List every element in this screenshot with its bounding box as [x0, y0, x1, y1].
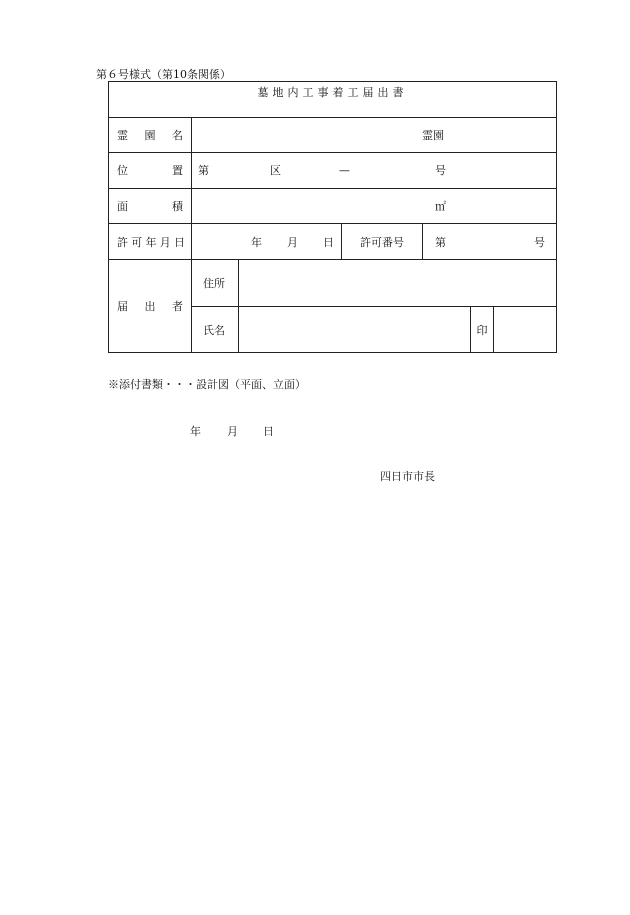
date-year: 年: [190, 425, 201, 438]
date-day: 日: [263, 425, 274, 438]
seal-label: 印: [476, 324, 488, 337]
label-char: 出: [144, 300, 156, 313]
location-number: 号: [435, 164, 446, 177]
applicant-address-field[interactable]: [239, 260, 556, 306]
label-char: 可: [131, 236, 143, 249]
row-divider-cemetery: [109, 152, 556, 153]
area-label: [117, 201, 183, 212]
addressee: 四日市市長: [380, 470, 435, 483]
label-char: 置: [172, 164, 183, 177]
date-month: 月: [227, 425, 238, 438]
row-divider-area: [109, 223, 556, 224]
location-prefix: 第: [198, 164, 209, 177]
cemetery-name-suffix: 霊園: [422, 129, 444, 142]
label-column-divider: [191, 117, 192, 352]
label-char: 名: [172, 129, 183, 142]
attachments-note: ※添付書類・・・設計図（平面、立面）: [108, 378, 306, 391]
label-char: 月: [159, 236, 171, 249]
label-char: 日: [174, 236, 185, 249]
permit-day: 日: [323, 236, 334, 249]
label-char: 者: [172, 300, 183, 313]
permit-number-suffix: 号: [534, 236, 545, 249]
permit-number-label: 許可番号: [360, 236, 404, 249]
label-char: 年: [145, 236, 157, 249]
form-number: 第６号様式（第10条関係）: [96, 68, 231, 81]
permit-number-prefix: 第: [435, 236, 446, 249]
permit-year: 年: [251, 236, 262, 249]
label-char: 霊: [117, 129, 128, 142]
seal-field[interactable]: [494, 307, 556, 352]
row-divider-location: [109, 188, 556, 189]
permit-number-label-right: [422, 223, 423, 259]
applicant-label: [117, 301, 183, 312]
applicant-address-label: 住所: [203, 277, 225, 290]
location-ward: 区: [270, 164, 281, 177]
label-char: 位: [117, 164, 128, 177]
applicant-name-label: 氏名: [203, 324, 225, 337]
permit-date-label: [117, 237, 185, 248]
label-char: 届: [117, 300, 128, 313]
label-char: 積: [172, 200, 183, 213]
form-title: 墓地内工事着工届出書: [257, 86, 408, 99]
label-char: 許: [117, 236, 128, 249]
row-divider-title: [109, 117, 556, 118]
label-char: 園: [144, 129, 156, 142]
permit-month: 月: [287, 236, 298, 249]
cemetery-name-label: [117, 130, 183, 141]
applicant-name-field[interactable]: [239, 307, 470, 352]
area-unit: ㎡: [435, 200, 446, 213]
label-char: 面: [117, 200, 128, 213]
location-label: [117, 165, 183, 176]
form-table: [108, 81, 557, 353]
location-dash: —: [339, 164, 350, 177]
